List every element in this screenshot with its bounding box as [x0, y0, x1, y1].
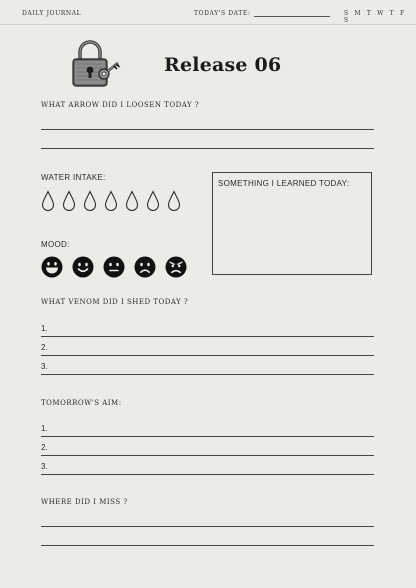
aim-item-number: 2.: [41, 443, 48, 452]
header-date-label: TODAY'S DATE:: [194, 10, 251, 17]
aim-prompt: TOMORROW'S AIM:: [41, 399, 122, 407]
learned-today-label: SOMETHING I LEARNED TODAY:: [218, 179, 350, 188]
aim-answer-line-1[interactable]: [41, 436, 374, 437]
venom-prompt: WHAT VENOM DID I SHED TODAY ?: [41, 298, 189, 306]
water-drop-icon[interactable]: [83, 190, 97, 212]
venom-item-number: 3.: [41, 362, 48, 371]
padlock-and-key-icon: [66, 38, 122, 94]
water-drop-icon[interactable]: [41, 190, 55, 212]
water-intake-label: WATER INTAKE:: [41, 173, 106, 182]
water-drop-icon[interactable]: [167, 190, 181, 212]
aim-answer-line-3[interactable]: [41, 474, 374, 475]
aim-item-number: 3.: [41, 462, 48, 471]
arrow-prompt: WHAT ARROW DID I LOOSEN TODAY ?: [41, 101, 200, 109]
weekday-selector[interactable]: S M T W T F S: [344, 10, 407, 24]
water-drops: [41, 190, 181, 212]
aim-item-number: 1.: [41, 424, 48, 433]
mood-label: MOOD:: [41, 240, 70, 249]
page-title: Release 06: [164, 54, 282, 76]
happy-face-icon[interactable]: [72, 256, 94, 278]
arrow-answer-line-1[interactable]: [41, 129, 374, 130]
water-drop-icon[interactable]: [125, 190, 139, 212]
learned-today-box[interactable]: [212, 172, 372, 275]
angry-face-icon[interactable]: [165, 256, 187, 278]
venom-answer-line-1[interactable]: [41, 336, 374, 337]
miss-prompt: WHERE DID I MISS ?: [41, 498, 128, 506]
mood-selector: [41, 256, 187, 278]
very-happy-face-icon[interactable]: [41, 256, 63, 278]
venom-answer-line-3[interactable]: [41, 374, 374, 375]
neutral-face-icon[interactable]: [103, 256, 125, 278]
water-drop-icon[interactable]: [146, 190, 160, 212]
sad-face-icon[interactable]: [134, 256, 156, 278]
miss-answer-line-2[interactable]: [41, 545, 374, 546]
aim-answer-line-2[interactable]: [41, 455, 374, 456]
water-drop-icon[interactable]: [62, 190, 76, 212]
miss-answer-line-1[interactable]: [41, 526, 374, 527]
venom-item-number: 2.: [41, 343, 48, 352]
header-divider: [0, 24, 416, 25]
date-entry-line[interactable]: [254, 16, 330, 17]
venom-answer-line-2[interactable]: [41, 355, 374, 356]
venom-item-number: 1.: [41, 324, 48, 333]
water-drop-icon[interactable]: [104, 190, 118, 212]
arrow-answer-line-2[interactable]: [41, 148, 374, 149]
header-journal-label: DAILY JOURNAL: [22, 10, 82, 17]
